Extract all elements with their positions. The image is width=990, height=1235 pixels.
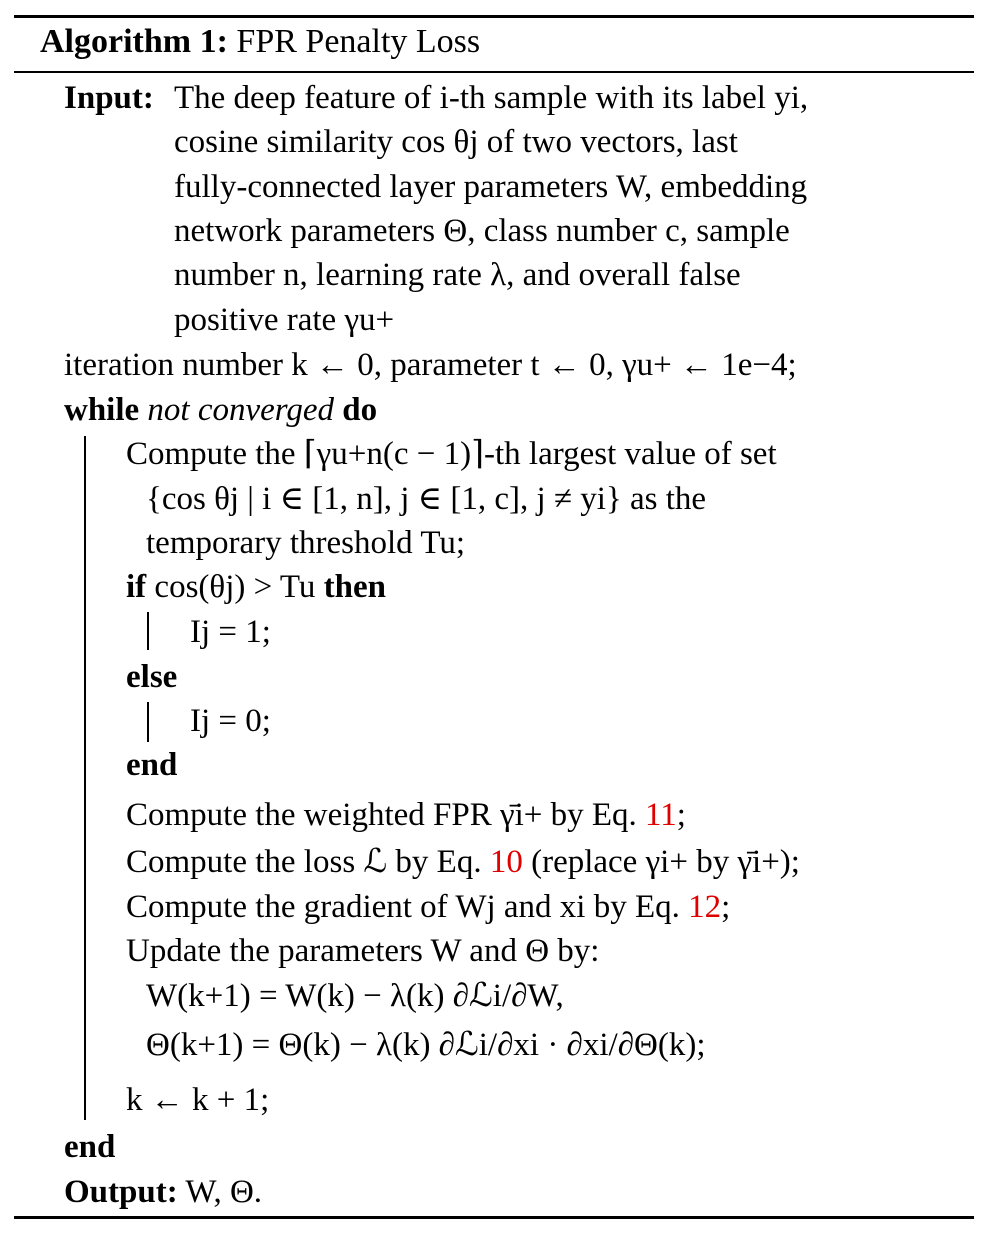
output-keyword: Output: xyxy=(64,1174,178,1210)
else-line xyxy=(126,657,177,697)
input-keyword-line xyxy=(64,78,154,118)
else-statement: Ij = 0; xyxy=(190,703,271,739)
k-update-line: k ← k + 1; xyxy=(126,1082,270,1118)
output-line xyxy=(64,1172,262,1212)
compute-threshold-line-2: {cos θj | i ∈ [1, n], j ∈ [1, c], j ≠ yi} as the xyxy=(146,481,707,517)
then-body-bar xyxy=(147,612,149,650)
fpr-line: Compute the weighted FPR γ̄i+ by Eq. 11; xyxy=(126,797,686,833)
algorithm-label: Algorithm 1: xyxy=(40,23,228,60)
algorithm-name: FPR Penalty Loss xyxy=(236,23,481,60)
output-value: W, Θ. xyxy=(185,1174,263,1210)
then-keyword: then xyxy=(323,569,386,605)
input-keyword: Input: xyxy=(64,80,154,116)
while-line xyxy=(64,390,377,430)
equation-reference-link[interactable]: 10 xyxy=(489,844,523,880)
if-keyword: if xyxy=(126,569,147,605)
else-keyword: else xyxy=(126,659,178,695)
input-line-5: number n, learning rate λ, and overall false xyxy=(174,257,741,293)
compute-threshold-line-3: temporary threshold Tu; xyxy=(146,525,465,561)
then-statement: Ij = 1; xyxy=(190,614,271,650)
input-line-3: fully-connected layer parameters W, embedding xyxy=(174,169,808,205)
algorithm-title xyxy=(40,22,480,62)
if-end-line xyxy=(126,745,177,785)
update-line: Update the parameters W and Θ by: xyxy=(126,933,600,969)
input-line-4: network parameters Θ, class number c, sample xyxy=(174,213,790,249)
top-rule xyxy=(14,15,974,18)
do-keyword: do xyxy=(342,392,378,428)
else-body-bar xyxy=(147,702,149,742)
gradient-line: Compute the gradient of Wj and xi by Eq. 12; xyxy=(126,889,731,925)
if-line xyxy=(126,567,386,607)
while-end-keyword: end xyxy=(64,1129,116,1165)
while-keyword: while xyxy=(64,392,140,428)
title-rule xyxy=(14,71,974,73)
bottom-rule xyxy=(14,1216,974,1219)
input-line-6: positive rate γu+ xyxy=(174,302,395,338)
equation-reference-link[interactable]: 11 xyxy=(645,797,677,833)
update-equation-theta: Θ(k+1) = Θ(k) − λ(k) ∂ℒi/∂xi · ∂xi/∂Θ(k); xyxy=(146,1027,706,1063)
while-body-bar xyxy=(84,436,86,1120)
input-line-2: cosine similarity cos θj of two vectors, last xyxy=(174,124,738,160)
compute-threshold-line-1: Compute the ⌈γu+n(c − 1)⌉-th largest value of set xyxy=(126,436,777,472)
update-equation-w: W(k+1) = W(k) − λ(k) ∂ℒi/∂W, xyxy=(146,978,564,1014)
if-end-keyword: end xyxy=(126,747,178,783)
input-line-1: The deep feature of i-th sample with its label yi, xyxy=(174,80,809,116)
equation-reference-link[interactable]: 12 xyxy=(688,889,722,925)
init-line: iteration number k ← 0, parameter t ← 0, γu+ ← 1e−4; xyxy=(64,347,797,383)
while-end-line xyxy=(64,1127,115,1167)
if-condition: cos(θj) > Tu xyxy=(154,569,316,605)
while-condition: not converged xyxy=(147,392,335,428)
loss-line: Compute the loss ℒ by Eq. 10 (replace γi+ by γ̄i+); xyxy=(126,844,800,880)
